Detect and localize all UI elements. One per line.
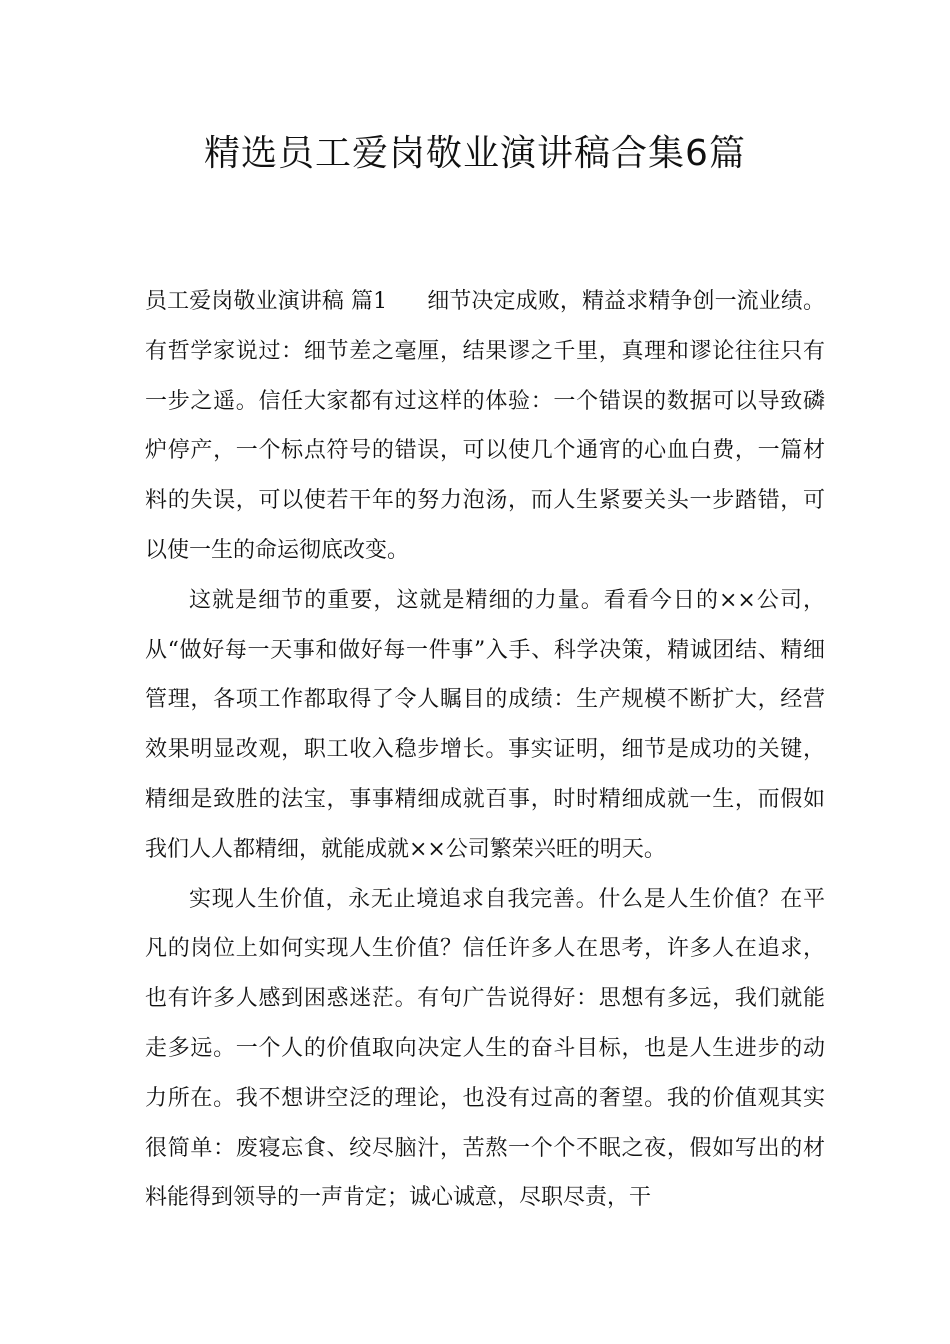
paragraph-1 bbox=[145, 277, 825, 576]
paragraph-1-text: 细节决定成败，精益求精争创一流业绩。有哲学家说过：细节差之毫厘，结果谬之千里，真理和谬论往往只有一步之遥。信任大家都有过这样的体验：一个错误的数据可以导致磷炉停产，一个标点符号的错误，可以使几个通宵的心血白费，一篇材料的失误，可以使若干年的努力泡汤，而人生紧要关头一步踏错，可以使一生的命运彻底改变。 bbox=[145, 289, 825, 563]
document-title: 精选员工爱岗敬业演讲稿合集6篇 bbox=[204, 133, 746, 174]
section-heading: 员工爱岗敬业演讲稿 篇1 bbox=[145, 289, 388, 314]
paragraph-3: 实现人生价值，永无止境追求自我完善。什么是人生价值？在平凡的岗位上如何实现人生价值？信任许多人在思考，许多人在追求，也有许多人感到困惑迷茫。有句广告说得好：思想有多远，我们就能走多远。一个人的价值取向决定人生的奋斗目标，也是人生进步的动力所在。我不想讲空泛的理论，也没有过高的奢望。我的价值观其实很简单：废寝忘食、绞尽脑汁，苦熬一个个不眠之夜，假如写出的材料能得到领导的一声肯定；诚心诚意，尽职尽责，干 bbox=[145, 886, 825, 1211]
paragraph-2: 这就是细节的重要，这就是精细的力量。看看今日的××公司，从“做好每一天事和做好每一件事”入手、科学决策，精诚团结、精细管理，各项工作都取得了令人瞩目的成绩：生产规模不断扩大，经营效果明显改观，职工收入稳步增长。事实证明，细节是成功的关键，精细是致胜的法宝，事事精细成就百事，时时精细成就一生，而假如我们人人都精细，就能成就××公司繁荣兴旺的明天。 bbox=[145, 587, 825, 862]
document-body bbox=[145, 277, 825, 1223]
